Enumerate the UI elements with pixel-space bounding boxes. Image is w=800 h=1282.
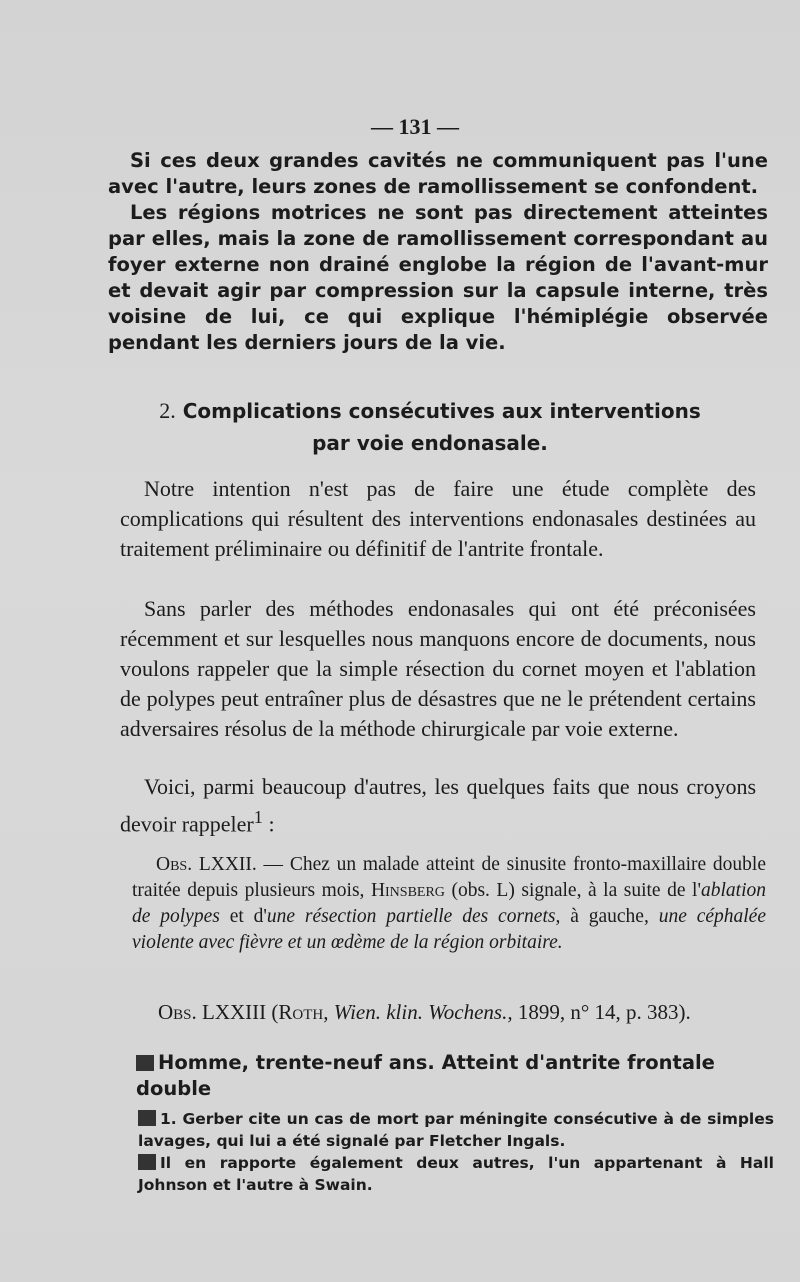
body-paragraph-3-end: : bbox=[262, 811, 275, 837]
obs73-ref: 1899, n° 14, p. 383). bbox=[512, 1000, 691, 1024]
section-heading bbox=[100, 395, 760, 459]
section-title-line-1: Complications consécutives aux interventions bbox=[182, 399, 701, 423]
body-paragraph-3-text: Voici, parmi beaucoup d'autres, les quelques faits que nous croyons devoir rappeler bbox=[120, 774, 756, 837]
section-number: 2. bbox=[159, 398, 176, 423]
obs72-label: Obs. LXXII. bbox=[156, 854, 257, 875]
obs72-text-3: et d' bbox=[219, 906, 267, 927]
obs72-italic-2: une résection partielle des cornets, bbox=[266, 906, 561, 927]
obs72-italic-3: une céphalée violente avec fièvre et un œdème de la région orbitaire. bbox=[132, 906, 766, 953]
observation-73 bbox=[112, 998, 768, 1026]
obs73-body bbox=[136, 1050, 776, 1102]
print-blot-icon bbox=[138, 1154, 156, 1170]
obs72-author: Hinsberg bbox=[370, 880, 445, 901]
print-blot-icon bbox=[136, 1055, 154, 1071]
footnote-1 bbox=[138, 1108, 774, 1152]
print-blot-icon bbox=[138, 1110, 156, 1126]
footnote-ref: 1 bbox=[253, 807, 263, 827]
obs72-text-2: (obs. L) signale, à la suite de l' bbox=[444, 880, 701, 901]
page-number: — 131 — bbox=[371, 114, 459, 139]
body-paragraph-3 bbox=[120, 772, 756, 839]
intro-paragraph-1: Si ces deux grandes cavités ne communiquent pas l'une avec l'autre, leurs zones de ramollissement se confondent. bbox=[108, 149, 768, 198]
observation-72 bbox=[132, 852, 766, 956]
obs72-dash: — bbox=[256, 854, 290, 875]
obs73-author: Roth, bbox=[278, 1000, 329, 1024]
footnote-1-text: 1. Gerber cite un cas de mort par méningite consécutive à de simples lavages, qui lui a été signalé par Fletcher Ingals. bbox=[138, 1110, 774, 1150]
obs73-open: ( bbox=[266, 1000, 279, 1024]
obs73-body-text: Homme, trente-neuf ans. Atteint d'antrite frontale double bbox=[136, 1051, 715, 1100]
body-paragraph-2: Sans parler des méthodes endonasales qui ont été préconisées récemment et sur lesquelles nous manquons encore de documents, nous voulons rappeler que la simple résection du cornet moyen et l'ablation de polypes peut entraîner plus de désastres que ne le prétendent certains adversaires résolus de la méthode chirurgicale par voie externe. bbox=[120, 596, 756, 741]
intro-paragraph-2: Les régions motrices ne sont pas directement atteintes par elles, mais la zone de ramollissement correspondant au foyer externe non drainé englobe la région de l'avant-mur et devait agir par compression sur la capsule interne, très voisine de lui, ce qui explique l'hémiplégie observée pendant les derniers jours de la vie. bbox=[108, 201, 768, 354]
footnotes bbox=[138, 1108, 774, 1196]
obs72-italic-1: ablation de polypes bbox=[132, 880, 766, 927]
section-title-line-2: par voie endonasale. bbox=[312, 431, 548, 455]
obs73-journal: Wien. klin. Wochens., bbox=[328, 1000, 513, 1024]
footnote-2 bbox=[138, 1152, 774, 1196]
footnote-2-text: Il en rapporte également deux autres, l'un appartenant à Hall Johnson et l'autre à Swain. bbox=[138, 1154, 774, 1194]
body-paragraph-1: Notre intention n'est pas de faire une étude complète des complications qui résultent des interventions endonasales destinées au traitement préliminaire ou définitif de l'antrite frontale. bbox=[120, 476, 756, 561]
obs72-text-1: Chez un malade atteint de sinusite fronto-maxillaire double traitée depuis plusieurs mois, bbox=[132, 854, 766, 901]
obs73-label: Obs. LXXIII bbox=[158, 1000, 267, 1024]
obs72-text-4: à gauche, bbox=[560, 906, 659, 927]
